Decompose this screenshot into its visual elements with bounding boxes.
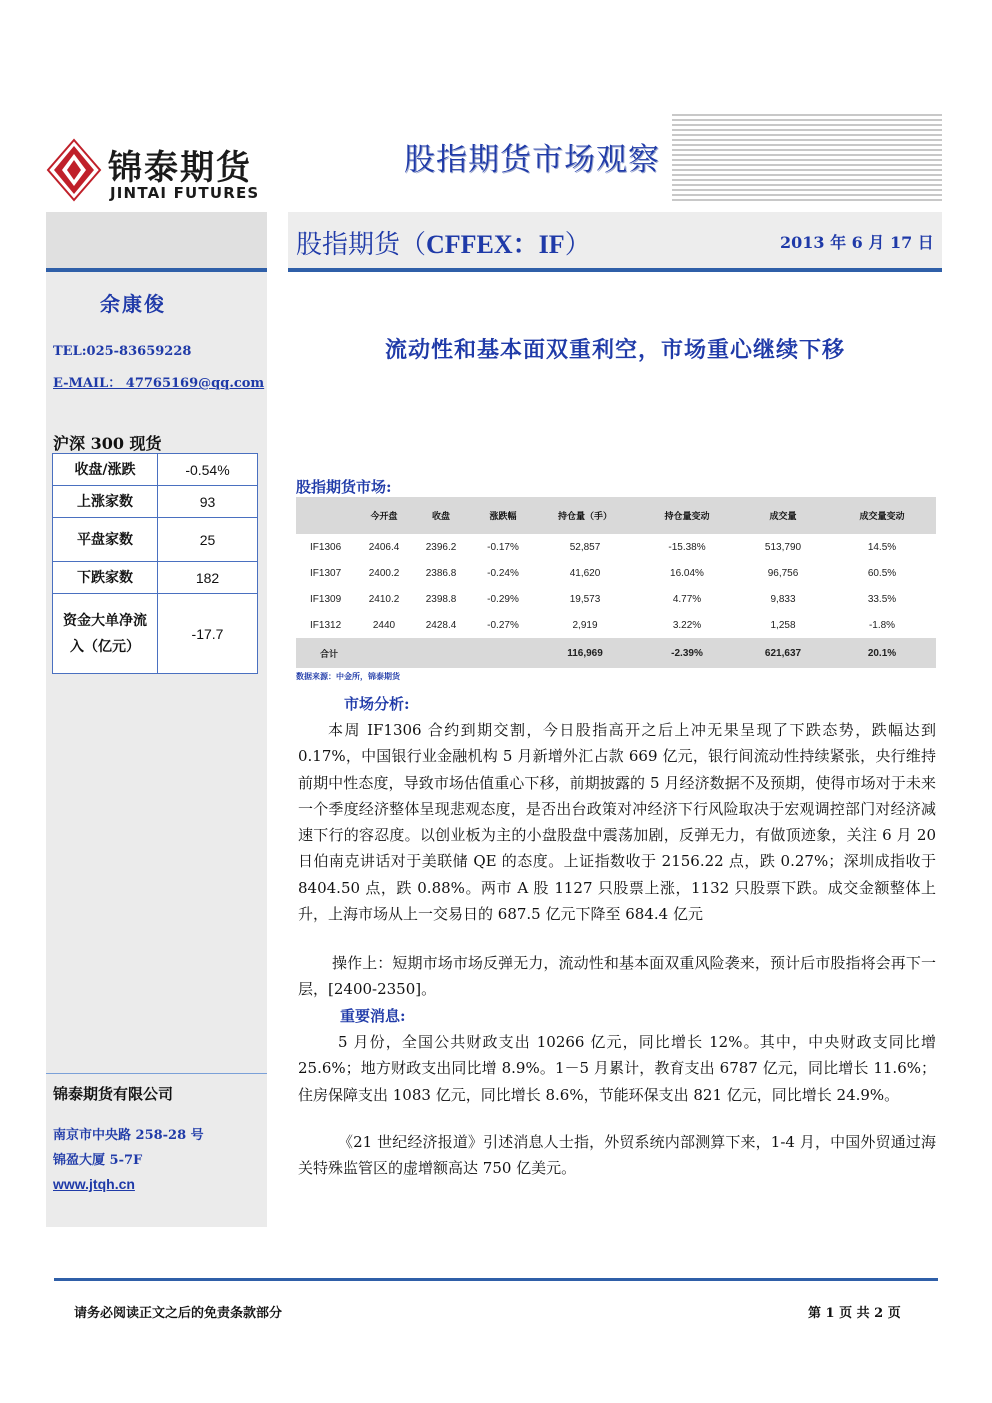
futures-header-row xyxy=(296,497,936,534)
csi300-table xyxy=(52,453,258,674)
analysis-paragraph-1: 本周 IF1306 合约到期交割，今日股指高开之后上冲无果呈现了下跌态势，跌幅达到 0.17%，中国银行业金融机构 5 月新增外汇占款 669 亿元，银行间流动性持续紧张，央行维持前期中性态度，导致市场估值重心下移，前期披露的 5 月经济数据不及预期，使得市场对于未来一个季度经济整体呈现悲观态度，是否出台政策对冲经济下行风险取决于宏观调控部门对经济减速下行的容忍度。以创业板为主的小盘股盘中震荡加剧，反弹无力，有做顶迹象，关注 6 月 20 日伯南克讲话对于美联储 QE 的态度。上证指数收于 2156.22 点，跌 0.27%；深圳成指收于 8404.50 点，跌 0.88%。两市 A 股 1127 只股票上涨，1132 只股票下跌。成交金额整体上升，上海市场从上一交易日的 687.5 亿元下降至 684.4 亿元 xyxy=(298,721,936,924)
futures-total-cell xyxy=(358,638,410,668)
csi300-row xyxy=(53,518,258,562)
csi300-value: 25 xyxy=(158,518,258,562)
header-stripes xyxy=(672,114,942,202)
futures-cell: 513,790 xyxy=(764,541,802,553)
sidebar xyxy=(46,212,267,1227)
futures-cell: 2410.2 xyxy=(368,593,400,605)
futures-header-cell: 持仓量变动 xyxy=(636,497,738,534)
futures-header-cell: 收盘 xyxy=(410,497,472,534)
futures-header-cell: 涨跌幅 xyxy=(472,497,534,534)
futures-cell: 2406.4 xyxy=(368,541,400,553)
futures-header-cell: 成交量变动 xyxy=(828,497,936,534)
csi300-value: -17.7 xyxy=(158,594,258,674)
futures-cell: 2386.8 xyxy=(425,567,457,579)
futures-cell: 16.04% xyxy=(670,567,704,579)
csi300-label: 上涨家数 xyxy=(53,486,158,518)
logo-name-en: JINTAI FUTURES xyxy=(110,184,260,202)
headline: 流动性和基本面双重利空，市场重心继续下移 xyxy=(384,337,845,363)
futures-total-cell: 合计 xyxy=(296,638,358,668)
csi300-label: 收盘/涨跌 xyxy=(53,454,158,486)
futures-cell: 19,573 xyxy=(569,593,601,605)
futures-total-cell: -2.39% xyxy=(636,638,738,668)
futures-header-cell: 持仓量（手） xyxy=(534,497,636,534)
futures-cell: 4.77% xyxy=(672,593,702,605)
futures-cell: IF1309 xyxy=(310,593,342,605)
company-address-line2: 锦盈大厦 5-7F xyxy=(53,1153,143,1168)
sidebar-header-box xyxy=(46,212,267,272)
csi300-row xyxy=(53,594,258,674)
futures-total-row xyxy=(296,638,936,668)
futures-cell: 41,620 xyxy=(569,567,601,579)
analysis-title: 市场分析: xyxy=(344,695,410,713)
futures-total-cell: 20.1% xyxy=(828,638,936,668)
company-website-link[interactable]: www.jtqh.cn xyxy=(53,1176,135,1192)
futures-cell: 96,756 xyxy=(767,567,799,579)
company-name: 锦泰期货有限公司 xyxy=(53,1085,174,1103)
futures-cell: -0.24% xyxy=(487,567,519,579)
futures-cell: IF1307 xyxy=(310,567,342,579)
futures-cell: IF1306 xyxy=(310,541,342,553)
csi300-value: -0.54% xyxy=(158,454,258,486)
author-tel: TEL:025-83659228 xyxy=(53,344,192,359)
product-suffix: ） xyxy=(564,230,591,260)
futures-cell: -1.8% xyxy=(868,619,896,631)
csi300-row xyxy=(53,486,258,518)
page-indicator: 第 1 页 共 2 页 xyxy=(808,1306,901,1321)
csi300-title: 沪深 300 现货 xyxy=(53,434,162,453)
csi300-value: 182 xyxy=(158,562,258,594)
footer-disclaimer: 请务必阅读正文之后的免责条款部分 xyxy=(74,1306,283,1321)
market-section-label: 股指期货市场: xyxy=(296,478,392,496)
futures-cell: 2396.2 xyxy=(425,541,457,553)
csi300-label: 资金大单净流入（亿元） xyxy=(53,594,158,674)
author-email-link[interactable]: E-MAIL： 47765169@qq.com xyxy=(53,376,265,391)
product-code: CFFEX：IF xyxy=(426,230,565,259)
news-title: 重要消息: xyxy=(340,1007,406,1025)
table-row xyxy=(296,612,936,638)
futures-cell: IF1312 xyxy=(310,619,342,631)
futures-total-cell xyxy=(410,638,472,668)
news-paragraph-2: 《21 世纪经济报道》引述消息人士指，外贸系统内部测算下来，1-4 月，中国外贸通过海关特殊监管区的虚增额高达 750 亿美元。 xyxy=(298,1133,936,1178)
futures-cell: 2440 xyxy=(372,619,396,631)
csi300-value: 93 xyxy=(158,486,258,518)
futures-cell: 52,857 xyxy=(569,541,601,553)
table-row xyxy=(296,534,936,560)
futures-cell: 9,833 xyxy=(770,593,796,605)
report-title: 股指期货市场观察 xyxy=(404,142,660,178)
futures-header-cell xyxy=(296,497,358,534)
csi300-label: 平盘家数 xyxy=(53,518,158,562)
footer-rule xyxy=(54,1278,938,1281)
futures-cell: 33.5% xyxy=(867,593,897,605)
product-title xyxy=(296,224,591,261)
futures-header-cell: 成交量 xyxy=(738,497,828,534)
product-prefix: 股指期货（ xyxy=(296,230,427,260)
futures-table xyxy=(296,497,936,668)
table-row xyxy=(296,560,936,586)
futures-cell: -0.29% xyxy=(487,593,519,605)
author-name: 余康俊 xyxy=(100,292,166,316)
futures-total-cell: 116,969 xyxy=(534,638,636,668)
csi300-row xyxy=(53,454,258,486)
futures-cell: -15.38% xyxy=(668,541,706,553)
jintai-diamond-logo-icon xyxy=(46,138,102,202)
futures-cell: -0.27% xyxy=(487,619,519,631)
analysis-paragraph-2: 操作上：短期市场市场反弹无力，流动性和基本面双重风险袭来，预计后市股指将会再下一层，[2400-2350]。 xyxy=(298,954,936,999)
futures-cell: 2428.4 xyxy=(425,619,457,631)
csi300-label: 下跌家数 xyxy=(53,562,158,594)
futures-cell: 1,258 xyxy=(770,619,796,631)
futures-cell: 14.5% xyxy=(867,541,897,553)
futures-total-cell xyxy=(472,638,534,668)
company-logo xyxy=(46,138,276,208)
csi300-row xyxy=(53,562,258,594)
futures-cell: 60.5% xyxy=(867,567,897,579)
futures-cell: -0.17% xyxy=(487,541,519,553)
futures-cell: 2398.8 xyxy=(425,593,457,605)
company-address-line1: 南京市中央路 258-28 号 xyxy=(53,1128,204,1143)
futures-cell: 3.22% xyxy=(672,619,702,631)
sidebar-divider xyxy=(46,1073,267,1074)
logo-name-cn: 锦泰期货 xyxy=(108,148,252,188)
futures-header-cell: 今开盘 xyxy=(358,497,410,534)
news-paragraph-1: 5 月份，全国公共财政支出 10266 亿元，同比增长 12%。其中，中央财政支同比增 25.6%；地方财政支出同比增 8.9%。1－5 月累计，教育支出 6787 亿元，同比增长 11.6%；住房保障支出 1083 亿元，同比增长 8.6%，节能环保支出 821 亿元，同比增长 24.9%。 xyxy=(298,1033,936,1104)
source-note: 数据来源：中金所，锦泰期货 xyxy=(296,671,400,681)
futures-cell: 2,919 xyxy=(572,619,598,631)
futures-total-cell: 621,637 xyxy=(738,638,828,668)
table-row xyxy=(296,586,936,612)
futures-cell: 2400.2 xyxy=(368,567,400,579)
report-date: 2013 年 6 月 17 日 xyxy=(780,233,934,252)
